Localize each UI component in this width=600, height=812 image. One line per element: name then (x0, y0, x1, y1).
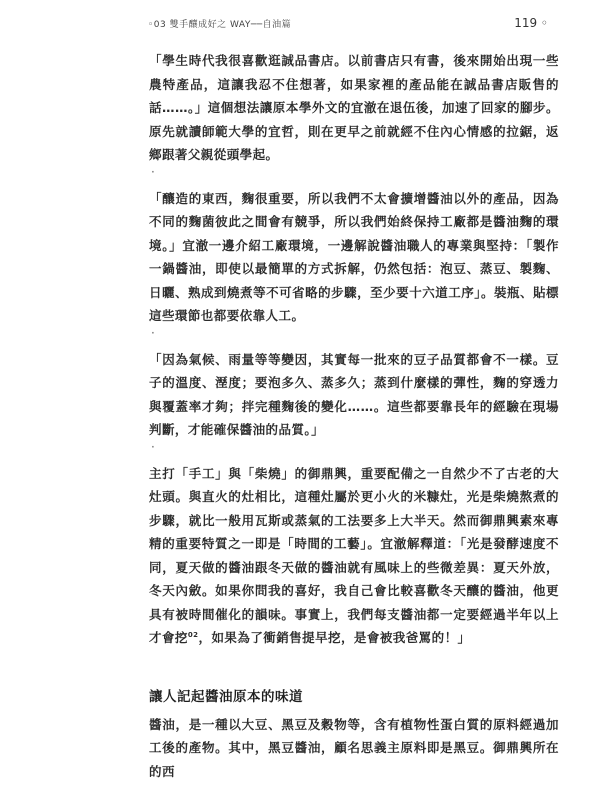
paragraph-4-tail: ，如果為了衝銷售提早挖，是會被我爸罵的！」 (198, 630, 471, 645)
page-header (148, 12, 548, 34)
paragraph-2: 「釀造的東西，麴很重要，所以我們不太會擴增醬油以外的產品，因為不同的麴菌彼此之間會有競爭，所以我們始終保持工廠都是醬油麴的環境。」宜澈一邊介紹工廠環境，一邊解說醬油職人的專業與堅持：「製作一鍋醬油，即使以最簡單的方式拆解，仍然包括：泡豆、蒸豆、製麴、日曬、熟成到燒煮等不可省略的步驟，至少要十六道工序」。裝瓶、貼標這些環節也都要依靠人工。 (149, 190, 559, 323)
page-body (149, 49, 559, 783)
separator-dot: · (151, 164, 155, 179)
paragraph-4-text: 主打「手工」與「柴燒」的御鼎興，重要配備之一自然少不了古老的大灶頭。與直火的灶相比，這種灶屬於更小火的米糠灶，光是柴燒熬煮的步驟，就比一般用瓦斯或蒸氣的工法要多上大半天。然而御鼎興素來專精的重要特質之一即是「時間的工藝」。宜澈解釋道：「光是發酵速度不同，夏天做的醬油跟冬天做的醬油就有風味上的些微差異：夏天外放，冬天內斂。如果你問我的喜好，我自己會比較喜歡冬天釀的醬油，他更具有被時間催化的韻味。事實上，我們每支醬油都一定要經過半年以上才會挖 (149, 465, 559, 645)
paragraph-1: 「學生時代我很喜歡逛誠品書店。以前書店只有書，後來開始出現一些農特產品，這讓我忍不住想著，如果家裡的產品能在誠品書店販售的話……。」這個想法讓原本學外文的宜澈在退伍後，加速了回家的腳步。原先就讀師範大學的宜哲，則在更早之前就經不住內心情感的拉鋸，返鄉跟著父親從頭學起。 (149, 53, 559, 162)
paragraph-3: 「因為氣候、雨量等等變因，其實每一批來的豆子品質都會不一樣。豆子的溫度、溼度；要泡多久、蒸多久；蒸到什麼樣的彈性，麴的穿透力與覆蓋率才夠；拌完種麴後的變化……。這些都要靠長年的經驗在現場判斷，才能確保醬油的品質。」 (149, 351, 559, 437)
running-head: ◦03 雙手釀成好之 WAY──自油篇 (148, 19, 292, 30)
separator-dot: · (151, 325, 155, 340)
footnote-marker: 02 (187, 630, 199, 639)
separator-dot: · (151, 439, 155, 454)
paragraph-4 (149, 462, 559, 650)
section-paragraph: 醬油，是一種以大豆、黑豆及穀物等，含有植物性蛋白質的原料經過加工後的產物。其中，黑豆醬油，顧名思義主原料即是黑豆。御鼎興所在的西 (149, 716, 559, 779)
section-heading: 讓人記起醬油原本的味道 (149, 688, 303, 705)
page-number: 119 ◦ (514, 16, 548, 30)
